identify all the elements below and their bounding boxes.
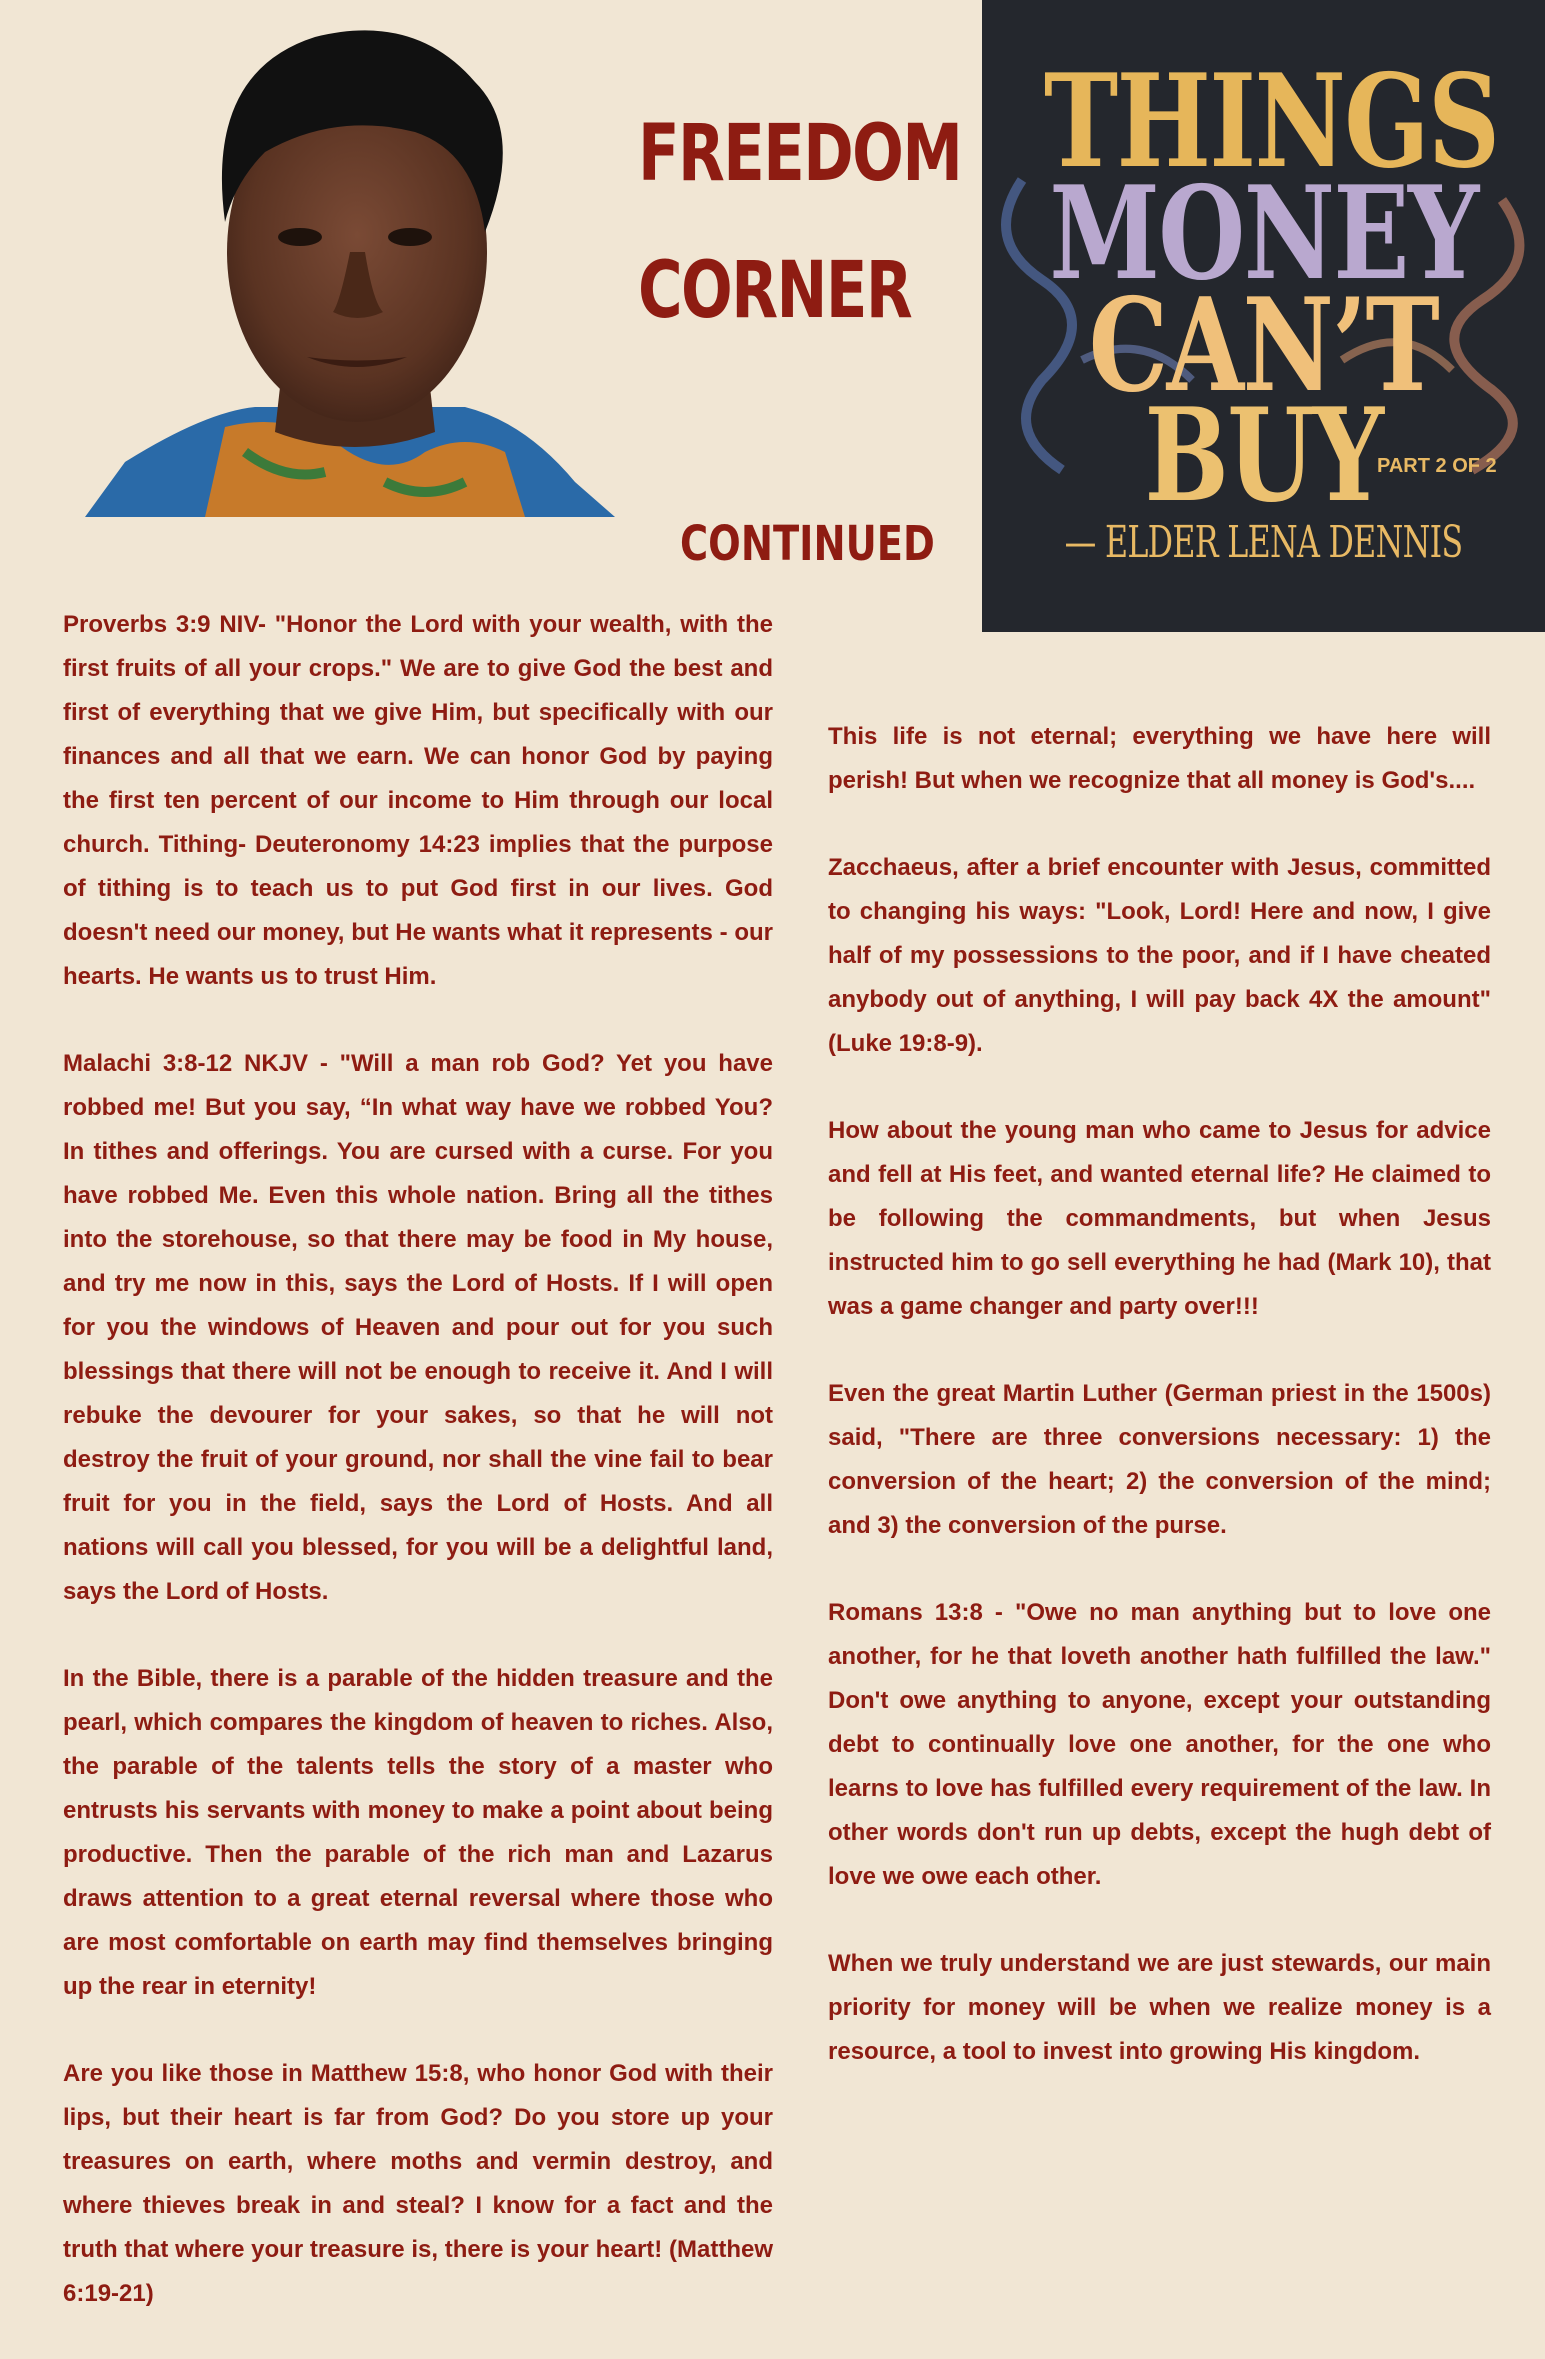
cover-title-cant: CAN’T — [1088, 271, 1439, 421]
cover-part-label: PART 2 OF 2 — [1377, 455, 1497, 477]
title-freedom: FREEDOM — [637, 109, 962, 199]
cover-author: — ELDER LENA DENNIS — [1064, 517, 1463, 568]
paragraph: Romans 13:8 - "Owe no man anything but to love one another, for he that loveth another hath fulfilled the law." Don't owe anything to anyone, except your outstanding debt to continually love one another, for the one who learns to love has fulfilled every requirement of the law. In other words don't run up debts, except the hugh debt of love we owe each other. — [828, 1599, 1491, 1890]
paragraph: This life is not eternal; everything we have here will perish! But when we recognize that all money is God's.... — [828, 723, 1491, 794]
continued-label: CONTINUED — [680, 516, 935, 572]
title-corner: CORNER — [637, 246, 912, 336]
paragraph: Proverbs 3:9 NIV- "Honor the Lord with your wealth, with the first fruits of all your crops." We are to give God the best and first of everything that we give Him, but specifically with our finances and all that we earn. We can honor God by paying the first ten percent of our income to Him through our local church. Tithing- Deuteronomy 14:23 implies that the purpose of tithing is to teach us to put God first in our lives. God doesn't need our money, but He wants what it represents - our hearts. He wants us to trust Him. — [63, 611, 773, 990]
paragraph: Malachi 3:8-12 NKJV - "Will a man rob God? Yet you have robbed me! But you say, “In what way have we robbed You? In tithes and offerings. You are cursed with a curse. For you have robbed Me. Even this whole nation. Bring all the tithes into the storehouse, so that there may be food in My house, and try me now in this, says the Lord of Hosts. If I will open for you the windows of Heaven and pour out for you such blessings that there will not be enough to receive it. And I will rebuke the devourer for your sakes, so that he will not destroy the fruit of your ground, nor shall the vine fail to bear fruit for you in the field, says the Lord of Hosts. And all nations will call you blessed, for you will be a delightful land, says the Lord of Hosts. — [63, 1050, 773, 1605]
right-column — [828, 715, 1491, 2117]
cover-title-money: MONEY — [1049, 159, 1478, 309]
left-column — [63, 603, 773, 2359]
cover-art — [982, 0, 1545, 632]
paragraph: Even the great Martin Luther (German priest in the 1500s) said, "There are three conversions necessary: 1) the conversion of the heart; 2) the conversion of the mind; and 3) the conversion of the purse. — [828, 1380, 1491, 1539]
paragraph: How about the young man who came to Jesus for advice and fell at His feet, and wanted eternal life? He claimed to be following the commandments, but when Jesus instructed him to go sell everything he had (Mark 10), that was a game changer and party over!!! — [828, 1117, 1491, 1320]
paragraph: Are you like those in Matthew 15:8, who honor God with their lips, but their heart is far from God? Do you store up your treasures on earth, where moths and vermin destroy, and where thieves break in and steal? I know for a fact and the truth that where your treasure is, there is your heart! (Matthew 6:19-21) — [63, 2060, 773, 2307]
cover-title-things: THINGS — [1043, 47, 1499, 197]
author-portrait — [85, 12, 615, 517]
cover-title-buy: BUY — [1144, 381, 1383, 531]
paragraph: Zacchaeus, after a brief encounter with Jesus, committed to changing his ways: "Look, Lord! Here and now, I give half of my possessions to the poor, and if I have cheated anybody out of anything, I will pay back 4X the amount" (Luke 19:8-9). — [828, 854, 1491, 1057]
paragraph: In the Bible, there is a parable of the hidden treasure and the pearl, which compares the kingdom of heaven to riches. Also, the parable of the talents tells the story of a master who entrusts his servants with money to make a point about being productive. Then the parable of the rich man and Lazarus draws attention to a great eternal reversal where those who are most comfortable on earth may find themselves bringing up the rear in eternity! — [63, 1665, 773, 2000]
paragraph: When we truly understand we are just stewards, our main priority for money will be when we realize money is a resource, a tool to invest into growing His kingdom. — [828, 1950, 1491, 2065]
